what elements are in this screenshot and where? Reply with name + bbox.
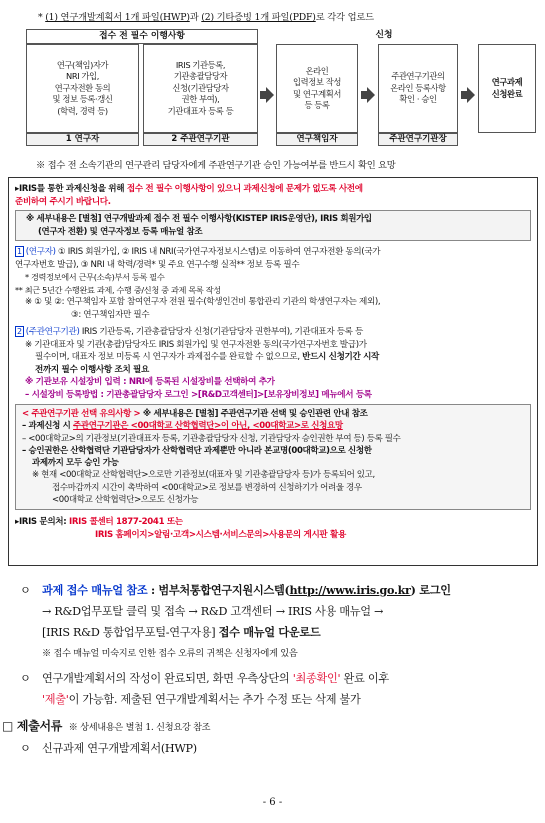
institution-selection-notes: < 주관연구기관 선택 유의사항 > ※ 세부내용은 [별첨] 주관연구기관 선택 및 승인관련 안내 참조 – 과제신청 시 주관연구기관은 <00대학교 산학협력단>이 아닌, <00대학교>로 신청요망 – <00대학교>의 기관정보(기관대표자 등록, 기관총괄담당자 신청, 기관담당자 승인권한 부여 등) 등록 필수 – 승인권한은 산학협력단 기관담당자가 산학협력단 과제뿐만 아니라 본교명(00대학교)으로 신청한 과제까지 모두 승인 가능 ※ 현재 <00대학교 산학협력단>으로만 기관정보(대표자 및 기관총괄담당자 등)가 등록되어 있고, 접수마감까지 시간이 촉박하여 <00대학교>로 정보를 변경하여 신청하기가 어려울 경우 <00대학교 산학협력단>으로도 신청가능 [15,404,531,510]
step-institution-register: IRIS 기관등록, 기관총괄담당자 신청(기관담당자 권한 부여), 기관대표자 등록 등 [143,44,258,133]
step-institution-approval: 주관연구기관의 온라인 등록사항 확인 · 승인 [378,44,458,133]
iris-link[interactable]: http://www.iris.go.kr [289,583,411,597]
step-researcher-register: 연구(책임)자가 NRI 가입, 연구자전환 동의 및 정보 등록·갱신 (학력, 경력 등) [26,44,139,133]
upload-note: * (1) 연구개발계획서 1개 파일(HWP)과 (2) 기타증빙 1개 파일(PDF)로 각각 업로드 [38,12,374,23]
actor-institution: 2 주관연구기관 [143,133,258,146]
intro-line: ▸IRIS를 통한 과제신청을 위해 접수 전 필수 이행사항이 있으니 과제신청에 문제가 없도록 사전에 [15,184,363,194]
actor-principal-investigator: 연구책임자 [276,133,358,146]
submission-instructions: ㅇ 과제 접수 매뉴얼 참조 : 범부처통합연구지원시스템(http://www.iris.go.kr) 로그인 → R&D업무포탈 클릭 및 접속 → R&D 고객센터 → IRIS 사용 매뉴얼 → [IRIS R&D 통합업무포털-연구자용] 접수 매뉴얼 다운로드 ※ 접수 매뉴얼 미숙지로 인한 접수 오류의 귀책은 신청자에게 있음 ㅇ 연구개발계획서의 작성이 완료되면, 화면 우측상단의 '최종확인' 완료 이후 '제출'이 가능함. 제출된 연구개발계획서는 추가 수정 또는 삭제 불가 □ 제출서류 ※ 상세내용은 별첨 1. 신청요강 참조 ㅇ 신규과제 연구개발계획서(HWP) [20,580,535,759]
prerequisite-info-box: ▸IRIS를 통한 과제신청을 위해 접수 전 필수 이행사항이 있으니 과제신청에 문제가 없도록 사전에 준비하여 주시기 바랍니다. ※ 세부내용은 [별첨] 연구개발과제 접수 전 필수 이행사항(KISTEP IRIS운영단), IRIS 회원가입 (연구자 전환) 및 연구자정보 등록 매뉴얼 참조 1 (연구자) ① IRIS 회원가입, ② IRIS 내 NRI(국가연구자정보시스템)로 이동하여 연구자전환 동의(국가 연구자번호 발급), ③ NRI 내 학력/경력* 및 주요 연구수행 실적** 정보 등록 필수 * 경력정보에서 근무(소속)부서 등록 필수 ** 최근 5년간 수행완료 과제, 수행 중/신청 중 과제 목록 작성 ※ ① 및 ②: 연구책임자 포함 참여연구자 전원 필수(학생인건비 통합관리 기관의 학생연구자는 제외), ③: 연구책임자만 필수 2 (주관연구기관) IRIS 기관등록, 기관총괄담당자 신청(기관담당자 권한부여), 기관대표자 등록 등 ※ 기관대표자 및 기관(총괄)담당자도 IRIS 회원가입 및 연구자전환 동의(국가연구자번호 발급)가 필수이며, 대표자 정보 미등록 시 연구자가 과제접수를 완료할 수 없으므로, 반드시 신청기간 시작 전까지 필수 이행사항 조치 필요 ※ 기관보유 시설장비 입력 : NRI에 등록된 시설장비를 선택하여 추가 – 시설장비 등록방법 : 기관총괄담당자 로그인 >[R&D고객센터]>[보유장비정보] 메뉴에서 등록 < 주관연구기관 선택 유의사항 > ※ 세부내용은 [별첨] 주관연구기관 선택 및 승인관련 안내 참조 – 과제신청 시 주관연구기관은 <00대학교 산학협력단>이 아닌, <00대학교>로 신청요망 – <00대학교>의 기관정보(기관대표자 등록, 기관총괄담당자 신청, 기관담당자 승인권한 부여 등) 등록 필수 – 승인권한은 산학협력단 기관담당자가 산학협력단 과제뿐만 아니라 본교명(00대학교)으로 신청한 과제까지 모두 승인 가능 ※ 현재 <00대학교 산학협력단>으로만 기관정보(대표자 및 기관총괄담당자 등)가 등록되어 있고, 접수마감까지 시간이 촉박하여 <00대학교>로 정보를 변경하여 신청하기가 어려울 경우 <00대학교 산학협력단>으로도 신청가능 ▸IRIS 문의처: IRIS 콜센터 1877-2041 또는 IRIS 홈페이지>알림·고객>시스템·서비스문의>사용문의 게시판 활용 [8,177,538,566]
iris-contact-board: IRIS 홈페이지>알림·고객>시스템·서비스문의>사용문의 게시판 활용 [95,529,346,540]
manual-reference: ※ 세부내용은 [별첨] 연구개발과제 접수 전 필수 이행사항(KISTEP IRIS운영단), IRIS 회원가입 (연구자 전환) 및 연구자정보 등록 매뉴얼 참조 [15,210,531,241]
actor-researcher: 1 연구자 [26,133,139,146]
application-flow-diagram [26,29,538,147]
researcher-requirements: 1 (연구자) ① IRIS 회원가입, ② IRIS 내 NRI(국가연구자정보시스템)로 이동하여 연구자전환 동의(국가 [17,247,381,257]
step-online-entry: 온라인 입력정보 작성 및 연구계획서 등 등록 [276,44,358,133]
upload-item-hwp: (1) 연구개발계획서 1개 파일(HWP) [45,12,190,23]
step-complete: 연구과제 신청완료 [478,44,536,133]
arrow-right-icon [260,87,274,103]
upload-item-pdf: (2) 기타증빙 1개 파일(PDF) [201,12,316,23]
approval-confirm-note: ※ 접수 전 소속기관의 연구관리 담당자에게 주관연구기관 승인 가능여부를 반드시 확인 요망 [36,160,396,171]
page-number: - 6 - [262,797,283,808]
institution-requirements: 2 (주관연구기관) IRIS 기관등록, 기관총괄담당자 신청(기관담당자 권한부여), 기관대표자 등록 등 [17,327,363,337]
documents-heading: □ 제출서류 ※ 상세내용은 별첨 1. 신청요강 참조 [2,719,211,733]
iris-contact: ▸IRIS 문의처: IRIS 콜센터 1877-2041 또는 [15,517,183,528]
group-apply-title: 신청 [268,29,500,44]
actor-institution-head: 주관연구기관장 [378,133,458,146]
group-prereq-title: 접수 전 필수 이행사항 [26,29,258,44]
arrow-right-icon [461,87,475,103]
arrow-right-icon [361,87,375,103]
